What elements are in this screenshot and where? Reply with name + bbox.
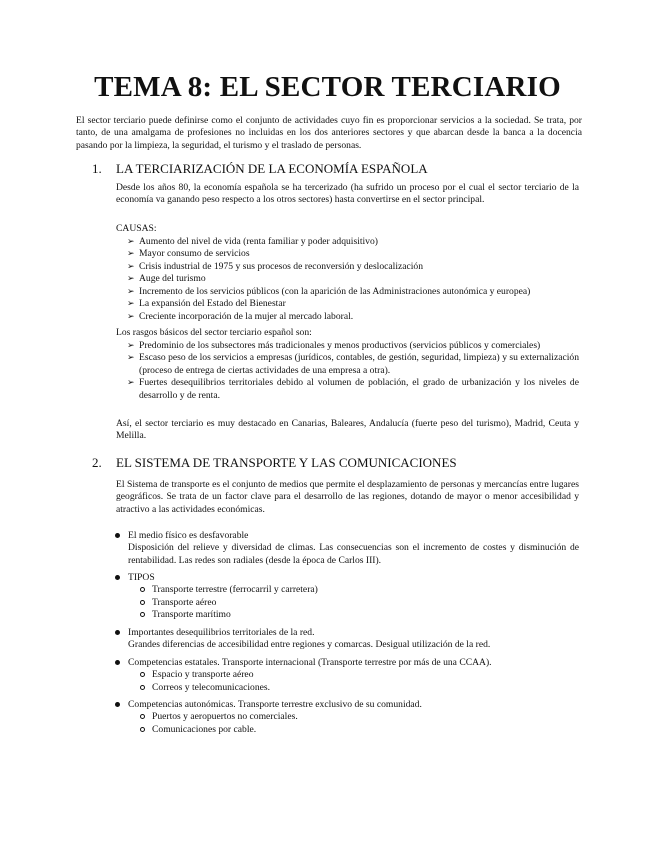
bullet-text: Grandes diferencias de accesibilidad entre regiones y comarcas. Desigual utilización de la red. — [128, 639, 491, 651]
list-item: ➢ Incremento de los servicios públicos (con la aparición de las Administraciones autonómica y europea) — [126, 286, 579, 298]
causes-label: CAUSAS: — [116, 223, 157, 234]
bullet-dot — [115, 533, 120, 538]
list-item: ➢ Creciente incorporación de la mujer al mercado laboral. — [126, 311, 579, 323]
bullet-tipos — [128, 572, 579, 622]
list-item: ➢ Mayor consumo de servicios — [126, 248, 579, 260]
section-1-paragraph: Desde los años 80, la economía española se ha tercerizado (ha sufrido un proceso por el cual el sector terciario de la economía va ganando peso respecto a los otros sectores) hasta convertirse en el sector principal. — [116, 182, 579, 206]
page-title: TEMA 8: EL SECTOR TERCIARIO — [94, 71, 561, 103]
list-item: ➢ La expansión del Estado del Bienestar — [126, 298, 579, 310]
list-item: Transporte aéreo — [140, 597, 579, 609]
list-item: ➢ Crisis industrial de 1975 y sus procesos de reconversión y deslocalización — [126, 261, 579, 273]
list-item: Transporte terrestre (ferrocarril y carretera) — [140, 584, 579, 596]
bullet-dot — [115, 702, 120, 707]
bullet-title: El medio físico es desfavorable — [128, 530, 249, 541]
bullet-dot — [115, 630, 120, 635]
bullet-dot — [115, 575, 120, 580]
bullet-title: Competencias estatales. Transporte internacional (Transporte terrestre por más de una CCAA). — [128, 657, 492, 668]
section-1-heading — [92, 161, 428, 178]
list-item: Puertos y aeropuertos no comerciales. — [140, 711, 579, 723]
list-item: ➢ Escaso peso de los servicios a empresas (jurídicos, contables, de gestión, seguridad, limpieza) y su externalización (proceso de entrega de ciertas actividades de una empresa a otra). — [126, 352, 579, 377]
traits-label: Los rasgos básicos del sector terciario español son: — [116, 327, 312, 338]
section-2-paragraph: El Sistema de transporte es el conjunto de medios que permite el desplazamiento de personas y mercancías entre lugares geográficos. Se trata de un factor clave para el desarrollo de las regiones, dotando de mayor o menor accesibilidad y atractivo a las actividades económicas. — [116, 479, 579, 515]
bullet-competencias-estatales — [128, 657, 579, 694]
bullet-dot — [115, 660, 120, 665]
list-item: Correos y telecomunicaciones. — [140, 682, 579, 694]
list-item: ➢ Auge del turismo — [126, 273, 579, 285]
causes-list — [126, 236, 579, 323]
list-item: ➢ Fuertes desequilibrios territoriales debido al volumen de población, el grado de urbanización y los niveles de desarrollo y de renta. — [126, 377, 579, 402]
list-item: Espacio y transporte aéreo — [140, 669, 579, 681]
bullet-desequilibrios — [128, 627, 579, 652]
bullet-title: Importantes desequilibrios territoriales de la red. — [128, 627, 315, 638]
bullet-text: Disposición del relieve y diversidad de climas. Las consecuencias son el incremento de costes y disminución de rentabilidad. Las redes son radiales (desde la época de Carlos III). — [128, 542, 579, 566]
section-2-number: 2. — [92, 455, 102, 470]
section-1-number: 1. — [92, 161, 102, 176]
list-item: Transporte marítimo — [140, 609, 579, 621]
section-2-heading — [92, 455, 457, 472]
bullet-medio-fisico — [128, 530, 579, 567]
list-item: ➢ Predominio de los subsectores más tradicionales y menos productivos (servicios públicos y comerciales) — [126, 340, 579, 352]
section-1-closing: Así, el sector terciario es muy destacado en Canarias, Baleares, Andalucía (fuerte peso del turismo), Madrid, Ceuta y Melilla. — [116, 418, 579, 442]
bullet-title: Competencias autonómicas. Transporte terrestre exclusivo de su comunidad. — [128, 699, 422, 710]
intro-paragraph: El sector terciario puede definirse como el conjunto de actividades cuyo fin es proporcionar servicios a la sociedad. Se trata, por tanto, de una amalgama de profesiones no incluidas en los dos anteriores sectores y que abarcan desde la banca a la docencia pasando por la limpieza, la seguridad, el turismo y el traslado de personas. — [76, 115, 582, 151]
section-2-title: EL SISTEMA DE TRANSPORTE Y LAS COMUNICACIONES — [116, 455, 457, 470]
autonomicas-list — [128, 711, 579, 736]
section-1-title: LA TERCIARIZACIÓN DE LA ECONOMÍA ESPAÑOLA — [116, 161, 428, 176]
list-item: ➢ Aumento del nivel de vida (renta familiar y poder adquisitivo) — [126, 236, 579, 248]
traits-list — [126, 340, 579, 402]
bullet-competencias-autonomicas — [128, 699, 579, 736]
bullet-title: TIPOS — [128, 572, 155, 583]
list-item: Comunicaciones por cable. — [140, 724, 579, 736]
tipos-list — [128, 584, 579, 621]
estatales-list — [128, 669, 579, 694]
